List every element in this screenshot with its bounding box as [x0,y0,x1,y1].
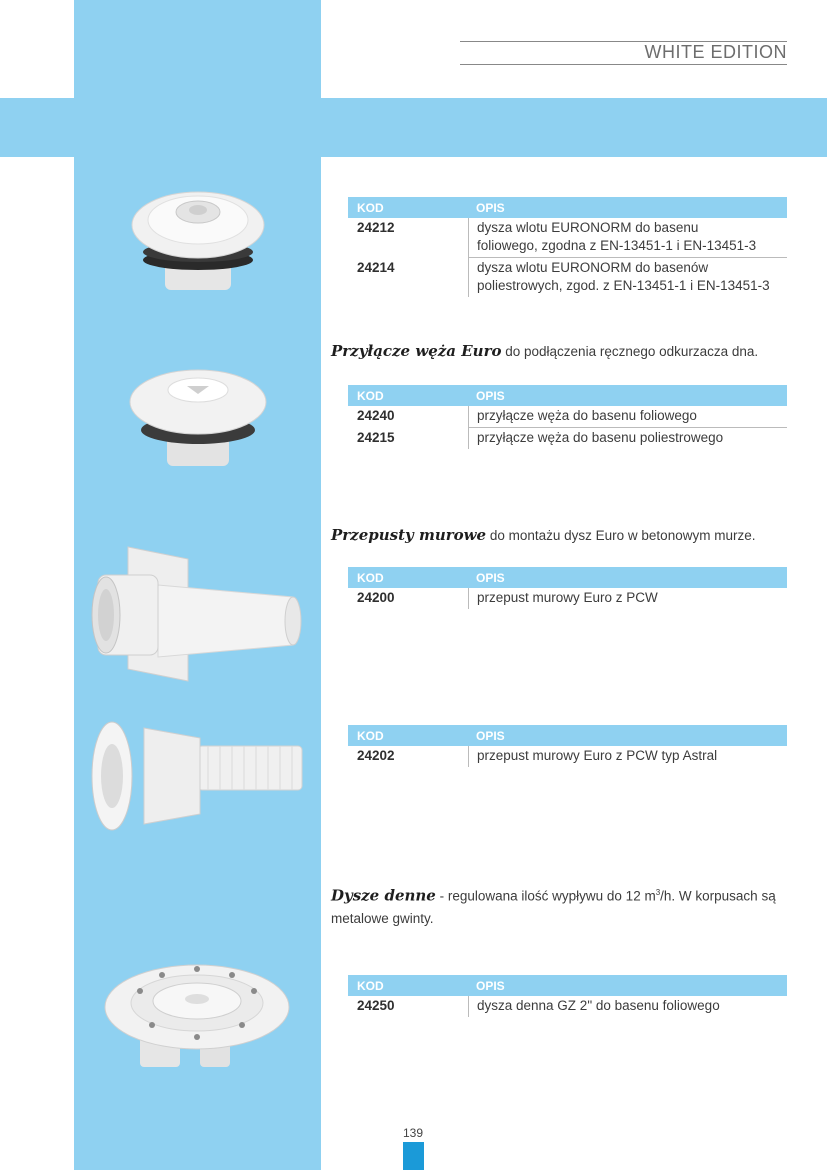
table-row [348,428,787,449]
wall-passage-astral-image [88,718,308,836]
edition-title: WHITE EDITION [644,42,787,62]
section-title: Przepusty murowe [331,526,487,544]
section-text: - regulowana ilość wypływu do 12 m [435,888,656,904]
product-code: 24200 [357,590,395,605]
section-floor-nozzles [331,882,791,930]
col-description-header: OPIS [476,728,505,743]
unit-superscript: 3 [655,888,661,897]
product-description [468,258,787,297]
product-table-wall-passage-astral [348,725,787,767]
table-row [348,406,787,428]
col-description-header: OPIS [476,388,505,403]
product-description: przyłącze węża do basenu poliestrowego [468,428,787,449]
product-description: przepust murowy Euro z PCW typ Astral [468,746,787,767]
header-accent-band [0,98,827,157]
product-code: 24212 [357,220,395,235]
description-line: dysza wlotu EURONORM do basenu [477,220,699,235]
header-rule-bottom [460,64,787,65]
product-table-wall-passage [348,567,787,609]
product-code: 24240 [357,408,395,423]
product-description: przepust murowy Euro z PCW [468,588,787,609]
section-text: /h. W korpusach są metalowe gwinty. [331,888,776,926]
col-description-header: OPIS [476,200,505,215]
product-code: 24215 [357,430,395,445]
col-code-header: KOD [357,728,384,743]
wall-passage-image [88,545,303,685]
product-code: 24202 [357,748,395,763]
table-header [348,385,787,406]
table-row [348,218,787,258]
table-header [348,567,787,588]
hose-connector-image [125,360,275,470]
table-row [348,996,787,1017]
section-text: do montażu dysz Euro w betonowym murze. [486,528,756,543]
description-line: dysza wlotu EURONORM do basenów [477,260,709,275]
table-header [348,197,787,218]
description-line: poliestrowych, zgod. z EN-13451-1 i EN-13451-3 [477,278,770,293]
table-header [348,725,787,746]
product-table-floor-nozzle [348,975,787,1017]
col-code-header: KOD [357,570,384,585]
section-title: Dysze denne [331,886,436,905]
col-code-header: KOD [357,200,384,215]
product-table-inlet [348,197,787,297]
product-table-hose-connector [348,385,787,449]
col-code-header: KOD [357,978,384,993]
section-title: Przyłącze węża Euro [331,342,502,360]
table-row [348,588,787,609]
product-description: dysza denna GZ 2" do basenu foliowego [468,996,787,1017]
product-code: 24250 [357,998,395,1013]
page-tab-marker [403,1142,424,1170]
table-row [348,258,787,297]
product-description [468,218,787,258]
col-description-header: OPIS [476,978,505,993]
col-description-header: OPIS [476,570,505,585]
section-text: do podłączenia ręcznego odkurzacza dna. [501,344,759,359]
table-row [348,746,787,767]
table-header [348,975,787,996]
description-line: foliowego, zgodna z EN-13451-1 i EN-13451-3 [477,238,757,253]
floor-nozzle-image [100,957,295,1077]
product-description: przyłącze węża do basenu foliowego [468,406,787,428]
section-hose-connector [331,340,791,363]
col-code-header: KOD [357,388,384,403]
section-wall-passages [331,524,791,547]
inlet-nozzle-image [125,180,275,295]
product-code: 24214 [357,260,395,275]
page-number: 139 [403,1126,424,1140]
